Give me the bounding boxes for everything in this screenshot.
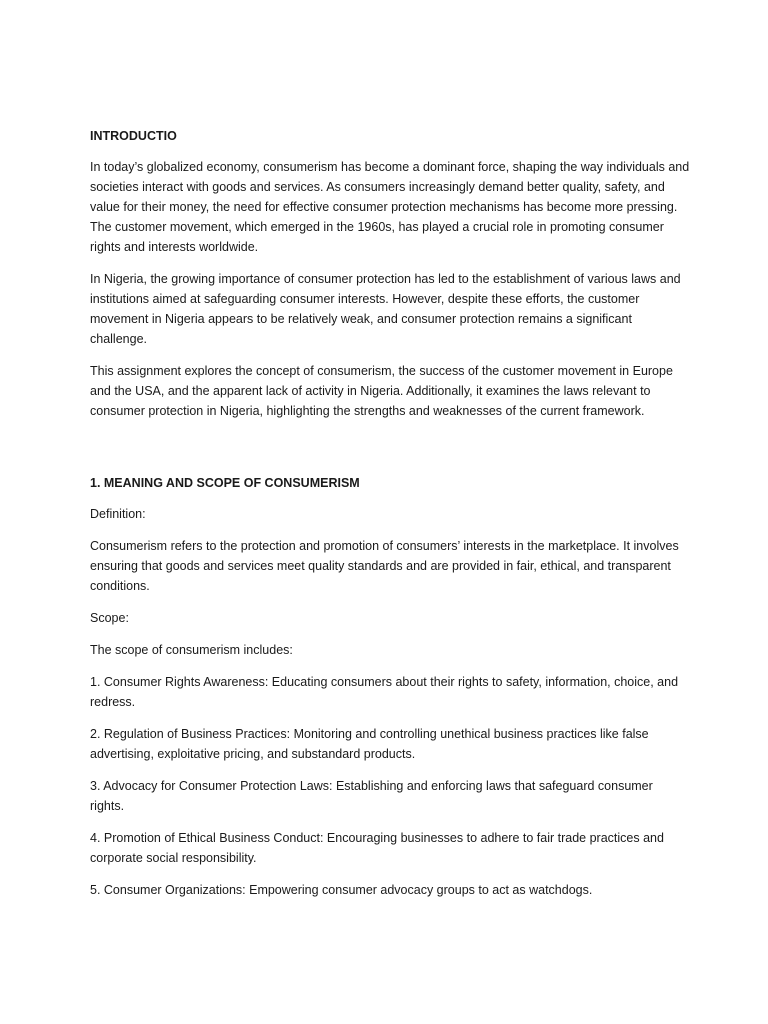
- intro-heading: INTRODUCTIO: [90, 129, 177, 143]
- section-spacer: [90, 433, 690, 473]
- definition-text: Consumerism refers to the protection and promotion of consumers’ interests in the marketplace. It involves ensuring that goods and services meet quality standards and are provided in fair, ethical, and transparent conditions.: [90, 539, 679, 593]
- section1-heading: 1. MEANING AND SCOPE OF CONSUMERISM: [90, 476, 360, 490]
- scope-intro: The scope of consumerism includes:: [90, 643, 293, 657]
- scope-item-5: 5. Consumer Organizations: Empowering consumer advocacy groups to act as watchdogs.: [90, 883, 593, 897]
- intro-paragraph-3: This assignment explores the concept of consumerism, the success of the customer movement in Europe and the USA, and the apparent lack of activity in Nigeria. Additionally, it examines the laws relevant to consumer protection in Nigeria, highlighting the strengths and weaknesses of the current framework.: [90, 364, 673, 418]
- intro-paragraph-1: In today’s globalized economy, consumerism has become a dominant force, shaping the way individuals and societies interact with goods and services. As consumers increasingly demand better quality, safety, and value for their money, the need for effective consumer protection mechanisms has become more pressing. The customer movement, which emerged in the 1960s, has played a crucial role in promoting consumer rights and interests worldwide.: [90, 160, 690, 254]
- scope-item-3: 3. Advocacy for Consumer Protection Laws: Establishing and enforcing laws that safeguard consumer rights.: [90, 779, 653, 813]
- document-page: [90, 126, 690, 912]
- intro-paragraph-2: In Nigeria, the growing importance of consumer protection has led to the establishment of various laws and institutions aimed at safeguarding consumer interests. However, despite these efforts, the customer movement in Nigeria appears to be relatively weak, and consumer protection remains a significant challenge.: [90, 272, 681, 346]
- scope-item-2: 2. Regulation of Business Practices: Monitoring and controlling unethical business practices like false advertising, exploitative pricing, and substandard products.: [90, 727, 649, 761]
- definition-label: Definition:: [90, 507, 146, 521]
- scope-item-1: 1. Consumer Rights Awareness: Educating consumers about their rights to safety, information, choice, and redress.: [90, 675, 679, 709]
- scope-label: Scope:: [90, 611, 129, 625]
- scope-item-4: 4. Promotion of Ethical Business Conduct: Encouraging businesses to adhere to fair trade practices and corporate social responsibility.: [90, 831, 664, 865]
